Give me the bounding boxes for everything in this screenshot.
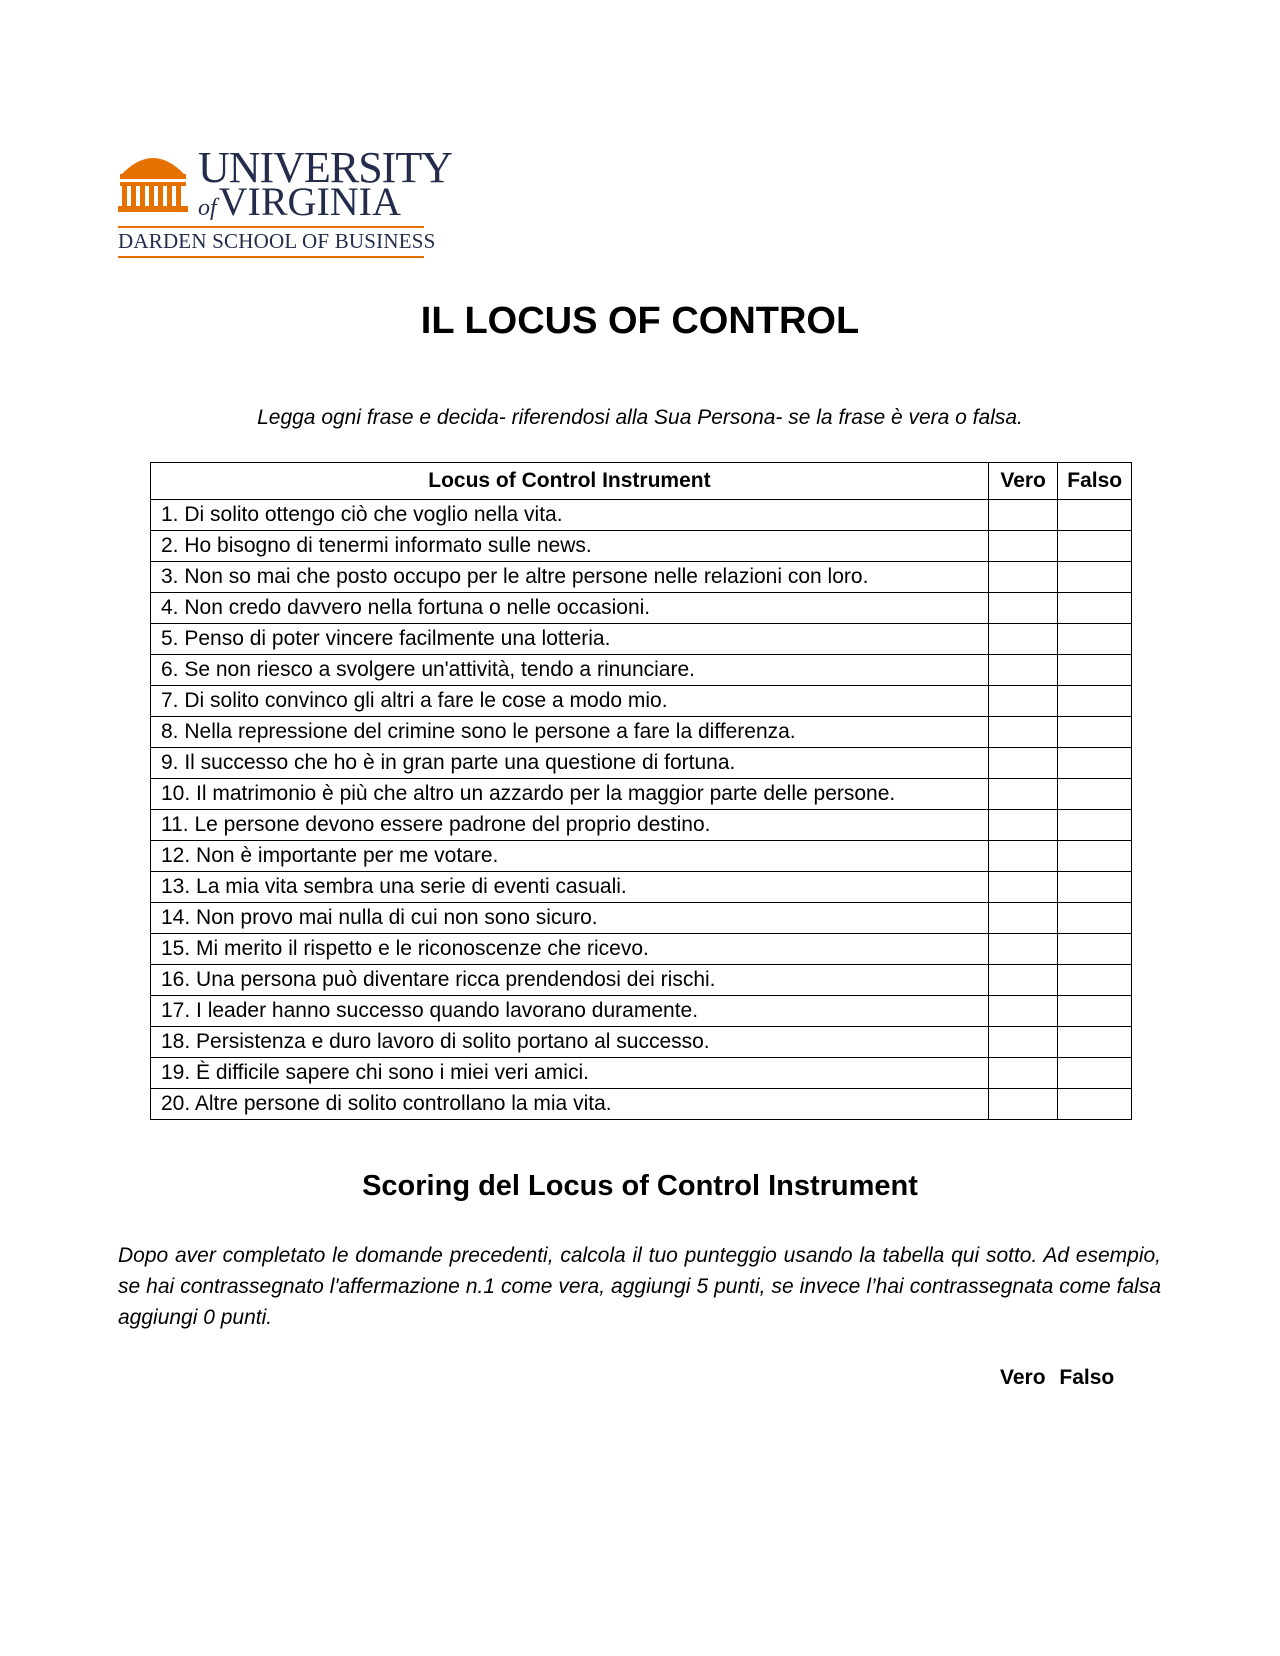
table-row [151,531,1132,562]
table-row [151,810,1132,841]
statement-cell: 12. Non è importante per me votare. [151,841,989,872]
false-answer-cell[interactable] [1058,686,1132,717]
table-row [151,934,1132,965]
table-row [151,872,1132,903]
logo-divider-bottom [118,256,424,258]
true-answer-cell[interactable] [988,965,1058,996]
false-answer-cell[interactable] [1058,593,1132,624]
table-row [151,779,1132,810]
scoring-vero-label: Vero [1000,1366,1046,1389]
scoring-instructions: Dopo aver completato le domande precedenti, calcola il tuo punteggio usando la tabella qui sotto. Ad esempio, se hai contrassegnato l'affermazione n.1 come vera, aggiungi 5 punti, se invece l’hai contrassegnata come falsa aggiungi 0 punti. [118,1244,1161,1329]
statement-cell: 1. Di solito ottengo ciò che voglio nella vita. [151,500,989,531]
false-answer-cell[interactable] [1058,1058,1132,1089]
column-header-true: Vero [988,463,1058,500]
statement-cell: 9. Il successo che ho è in gran parte una questione di fortuna. [151,748,989,779]
statement-cell: 15. Mi merito il rispetto e le riconoscenze che ricevo. [151,934,989,965]
false-answer-cell[interactable] [1058,996,1132,1027]
table-row [151,686,1132,717]
table-row [151,1089,1132,1120]
instructions-text: Legga ogni frase e decida- riferendosi alla Sua Persona- se la frase è vera o falsa. [257,406,1023,429]
true-answer-cell[interactable] [988,841,1058,872]
statement-cell: 13. La mia vita sembra una serie di eventi casuali. [151,872,989,903]
false-answer-cell[interactable] [1058,779,1132,810]
false-answer-cell[interactable] [1058,810,1132,841]
statement-cell: 16. Una persona può diventare ricca prendendosi dei rischi. [151,965,989,996]
statement-cell: 19. È difficile sapere chi sono i miei veri amici. [151,1058,989,1089]
statement-cell: 3. Non so mai che posto occupo per le altre persone nelle relazioni con loro. [151,562,989,593]
statement-cell: 5. Penso di poter vincere facilmente una lotteria. [151,624,989,655]
false-answer-cell[interactable] [1058,562,1132,593]
table-row [151,903,1132,934]
scoring-title: Scoring del Locus of Control Instrument [362,1170,918,1202]
true-answer-cell[interactable] [988,903,1058,934]
logo-virginia-text [198,179,401,228]
logo-divider-top [118,226,424,228]
false-answer-cell[interactable] [1058,965,1132,996]
true-answer-cell[interactable] [988,686,1058,717]
false-answer-cell[interactable] [1058,1089,1132,1120]
false-answer-cell[interactable] [1058,748,1132,779]
false-answer-cell[interactable] [1058,841,1132,872]
table-header-row [151,463,1132,500]
true-answer-cell[interactable] [988,500,1058,531]
statement-cell: 2. Ho bisogno di tenermi informato sulle news. [151,531,989,562]
true-answer-cell[interactable] [988,624,1058,655]
false-answer-cell[interactable] [1058,903,1132,934]
true-answer-cell[interactable] [988,593,1058,624]
true-answer-cell[interactable] [988,810,1058,841]
false-answer-cell[interactable] [1058,934,1132,965]
true-answer-cell[interactable] [988,1027,1058,1058]
true-answer-cell[interactable] [988,655,1058,686]
table-row [151,1027,1132,1058]
true-answer-cell[interactable] [988,1089,1058,1120]
statement-cell: 10. Il matrimonio è più che altro un azzardo per la maggior parte delle persone. [151,779,989,810]
statement-cell: 8. Nella repressione del crimine sono le persone a fare la differenza. [151,717,989,748]
false-answer-cell[interactable] [1058,655,1132,686]
table-row [151,717,1132,748]
logo-virginia-word: VIRGINIA [218,179,401,224]
true-answer-cell[interactable] [988,934,1058,965]
false-answer-cell[interactable] [1058,872,1132,903]
statement-cell: 7. Di solito convinco gli altri a fare le cose a modo mio. [151,686,989,717]
university-logo [118,143,452,264]
rotunda-icon [118,146,188,214]
table-row [151,500,1132,531]
table-row [151,996,1132,1027]
false-answer-cell[interactable] [1058,500,1132,531]
table-row [151,624,1132,655]
statement-cell: 6. Se non riesco a svolgere un'attività, tendo a rinunciare. [151,655,989,686]
logo-of-text: of [198,195,217,221]
true-answer-cell[interactable] [988,531,1058,562]
true-answer-cell[interactable] [988,779,1058,810]
true-answer-cell[interactable] [988,872,1058,903]
column-header-statement: Locus of Control Instrument [151,463,989,500]
false-answer-cell[interactable] [1058,717,1132,748]
table-row [151,1058,1132,1089]
true-answer-cell[interactable] [988,1058,1058,1089]
scoring-falso-label: Falso [1059,1366,1115,1389]
false-answer-cell[interactable] [1058,531,1132,562]
table-row [151,965,1132,996]
table-row [151,655,1132,686]
locus-table [150,462,1132,1120]
false-answer-cell[interactable] [1058,624,1132,655]
table-row [151,593,1132,624]
statement-cell: 17. I leader hanno successo quando lavorano duramente. [151,996,989,1027]
table-row [151,562,1132,593]
logo-school-text: DARDEN SCHOOL OF BUSINESS [118,229,436,253]
column-header-false: Falso [1058,463,1132,500]
statement-cell: 14. Non provo mai nulla di cui non sono sicuro. [151,903,989,934]
statement-cell: 4. Non credo davvero nella fortuna o nelle occasioni. [151,593,989,624]
statement-cell: 11. Le persone devono essere padrone del proprio destino. [151,810,989,841]
statement-cell: 20. Altre persone di solito controllano la mia vita. [151,1089,989,1120]
true-answer-cell[interactable] [988,562,1058,593]
table-row [151,748,1132,779]
table-row [151,841,1132,872]
page-title: IL LOCUS OF CONTROL [420,300,860,342]
statement-cell: 18. Persistenza e duro lavoro di solito portano al successo. [151,1027,989,1058]
scoring-column-labels [1000,1364,1114,1392]
true-answer-cell[interactable] [988,748,1058,779]
logo-university-text: UNIVERSITY [198,143,452,192]
true-answer-cell[interactable] [988,717,1058,748]
true-answer-cell[interactable] [988,996,1058,1027]
false-answer-cell[interactable] [1058,1027,1132,1058]
